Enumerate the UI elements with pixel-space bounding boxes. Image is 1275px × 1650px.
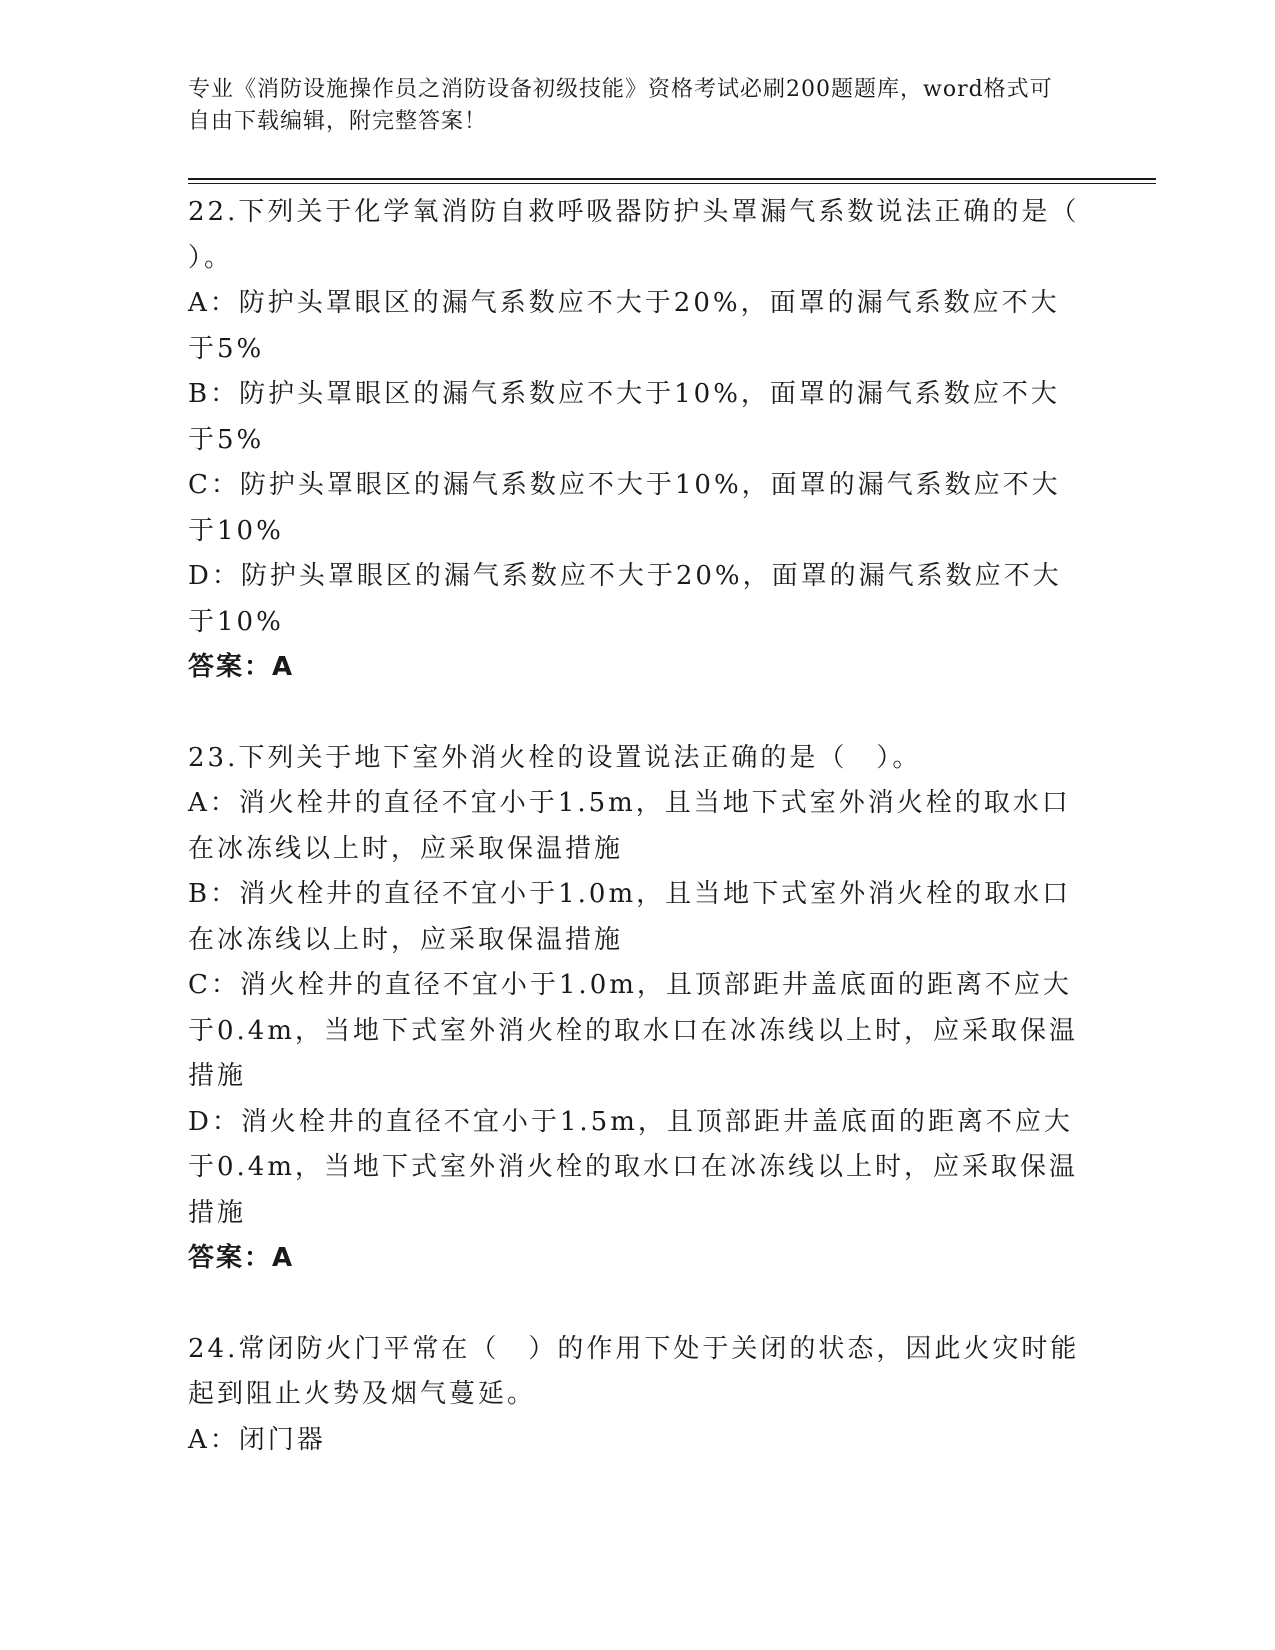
option-b: B：防护头罩眼区的漏气系数应不大于10%，面罩的漏气系数应不大于5% [188,379,1060,455]
question-stem: 24.常闭防火门平常在（ ）的作用下处于关闭的状态，因此火灾时能起到阻止火势及烟气蔓延。 [188,1333,1080,1409]
option-d: D：消火栓井的直径不宜小于1.5m，且顶部距井盖底面的距离不应大于0.4m，当地下式室外消火栓的取水口在冰冻线以上时，应采取保温措施 [188,1106,1079,1228]
option-a: A：防护头罩眼区的漏气系数应不大于20%，面罩的漏气系数应不大于5% [188,288,1060,364]
option-d: D：防护头罩眼区的漏气系数应不大于20%，面罩的漏气系数应不大于10% [188,561,1062,637]
option-b: B：消火栓井的直径不宜小于1.0m，且当地下式室外消火栓的取水口在冰冻线以上时，应采取保温措施 [188,879,1072,955]
answer: 答案：A [188,1243,295,1273]
question-stem: 23.下列关于地下室外消火栓的设置说法正确的是（ ）。 [188,742,922,773]
answer: 答案：A [188,652,295,682]
question-24 [188,1327,1088,1464]
question-22 [188,190,1088,691]
header-divider-thin [188,183,1156,184]
option-c: C：防护头罩眼区的漏气系数应不大于10%，面罩的漏气系数应不大于10% [188,470,1061,546]
option-a: A：闭门器 [188,1424,326,1455]
question-stem: 22.下列关于化学氧消防自救呼吸器防护头罩漏气系数说法正确的是（ ）。 [188,197,1080,273]
option-c: C：消火栓井的直径不宜小于1.0m，且顶部距井盖底面的距离不应大于0.4m，当地下式室外消火栓的取水口在冰冻线以上时，应采取保温措施 [188,970,1079,1091]
page-header: 专业《消防设施操作员之消防设备初级技能》资格考试必刷200题题库，word格式可自由下载编辑，附完整答案！ [188,77,1053,134]
question-23 [188,736,1088,1282]
spacer [188,1282,1088,1327]
header-divider-thick [188,178,1156,180]
question-list [188,190,1088,1463]
spacer [188,691,1088,736]
option-a: A：消火栓井的直径不宜小于1.5m，且当地下式室外消火栓的取水口在冰冻线以上时，应采取保温措施 [188,788,1071,864]
